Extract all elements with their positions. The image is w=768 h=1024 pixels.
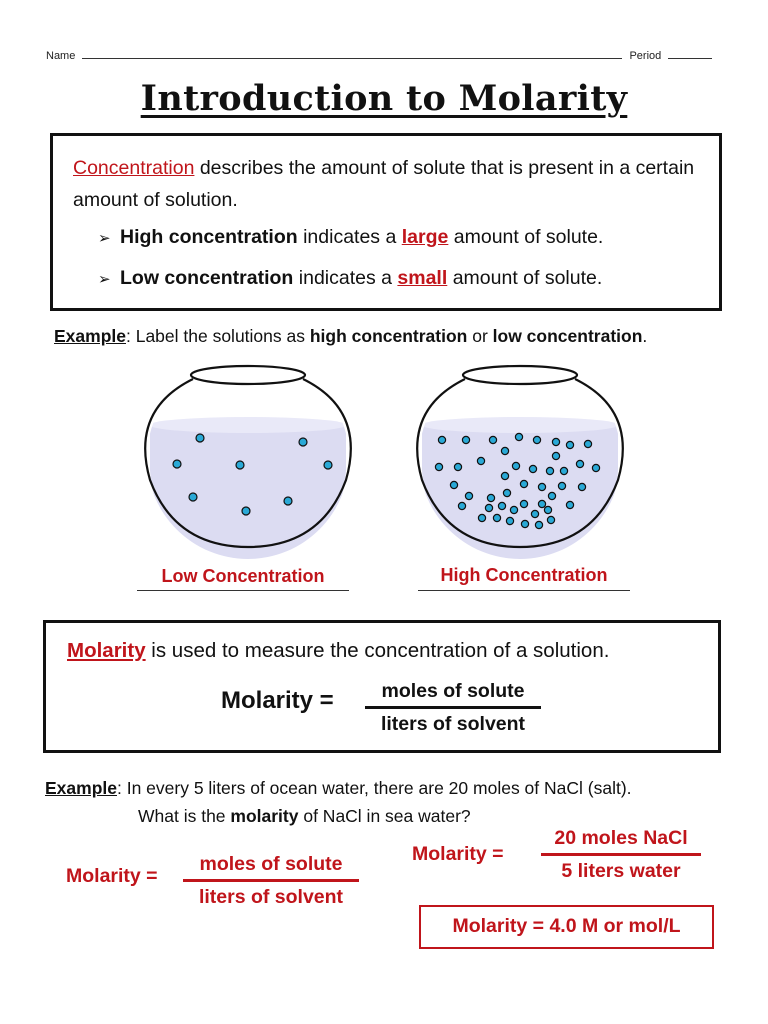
- example2-formula-fraction: [183, 853, 359, 909]
- example2-line2: [45, 802, 632, 830]
- name-blank[interactable]: [82, 48, 622, 59]
- example2-numerator: moles of solute: [199, 853, 343, 875]
- concentration-definition: [73, 152, 703, 216]
- bullet-low-end: amount of solute.: [447, 267, 603, 289]
- bowl-left-answer-line[interactable]: [137, 590, 349, 591]
- example1-label: Example: [54, 326, 126, 346]
- example1-text-c: .: [642, 326, 648, 346]
- example2-prompt: [45, 774, 632, 830]
- example2-line1: [45, 774, 632, 802]
- bullet-low-concentration: [98, 267, 602, 290]
- calc-denominator: 5 liters water: [561, 860, 681, 882]
- molarity-denominator: liters of solvent: [380, 713, 526, 735]
- bullet-low-bold: Low concentration: [120, 267, 294, 289]
- bullet-high-mid: indicates a: [297, 226, 402, 248]
- example2-formula-lhs: Molarity =: [66, 865, 158, 887]
- fishbowl-right: [417, 366, 623, 560]
- fraction-bar: [365, 706, 541, 709]
- calc-fraction: [541, 827, 701, 883]
- concentration-definition-text: describes the amount of solute that is present in a certain amount of solution.: [73, 157, 695, 211]
- bullet-high-concentration: [98, 226, 603, 249]
- concentration-box: [50, 133, 722, 311]
- example2-line2-b: of NaCl in sea water?: [298, 806, 471, 826]
- page-title: Introduction to Molarity: [140, 78, 628, 119]
- bullet-high-bold: High concentration: [120, 226, 298, 248]
- answer-box: Molarity = 4.0 M or mol/L: [419, 905, 714, 949]
- molarity-definition-text: is used to measure the concentration of a solution.: [145, 639, 610, 662]
- molarity-term: Molarity: [67, 639, 146, 662]
- calc-formula-lhs: Molarity =: [412, 843, 504, 865]
- period-blank[interactable]: [668, 48, 712, 59]
- water-left: [150, 419, 346, 560]
- period-label: Period: [629, 50, 662, 62]
- arrow-bullet-icon: ➢: [98, 230, 111, 247]
- example1-bold-b: low concentration: [492, 326, 643, 346]
- example1-text-a: : Label the solutions as: [125, 326, 310, 346]
- molarity-numerator: moles of solute: [381, 680, 525, 702]
- molarity-formula-lhs: Molarity =: [221, 687, 334, 714]
- fishbowls-illustration: [0, 355, 768, 560]
- concentration-term: Concentration: [73, 157, 195, 179]
- example2-denominator: liters of solvent: [198, 886, 344, 908]
- bowl-left-label: Low Concentration: [161, 566, 325, 586]
- bullet-low-key: small: [397, 267, 448, 289]
- fishbowl-left: [145, 366, 351, 560]
- example2-line2-a: What is the: [138, 806, 231, 826]
- bullet-high-key: large: [401, 226, 449, 248]
- molarity-box: [43, 620, 721, 753]
- molarity-formula-fraction: [365, 680, 541, 736]
- example1-prompt: [54, 326, 647, 347]
- name-label: Name: [46, 50, 76, 62]
- fraction-bar: [183, 879, 359, 882]
- example2-line2-bold: molarity: [230, 806, 299, 826]
- bullet-high-end: amount of solute.: [448, 226, 604, 248]
- molarity-definition: [67, 639, 609, 663]
- bullet-low-mid: indicates a: [293, 267, 398, 289]
- example2-line1-text: : In every 5 liters of ocean water, there are 20 moles of NaCl (salt).: [116, 778, 632, 798]
- bowl-right-answer-line[interactable]: [418, 590, 630, 591]
- header-line: [46, 48, 718, 62]
- example2-label: Example: [45, 778, 117, 798]
- example1-text-b: or: [467, 326, 493, 346]
- bowl-right-label: High Concentration: [440, 565, 608, 585]
- example1-bold-a: high concentration: [309, 326, 468, 346]
- calc-numerator: 20 moles NaCl: [554, 827, 688, 849]
- fraction-bar: [541, 853, 701, 856]
- arrow-bullet-icon: ➢: [98, 271, 111, 288]
